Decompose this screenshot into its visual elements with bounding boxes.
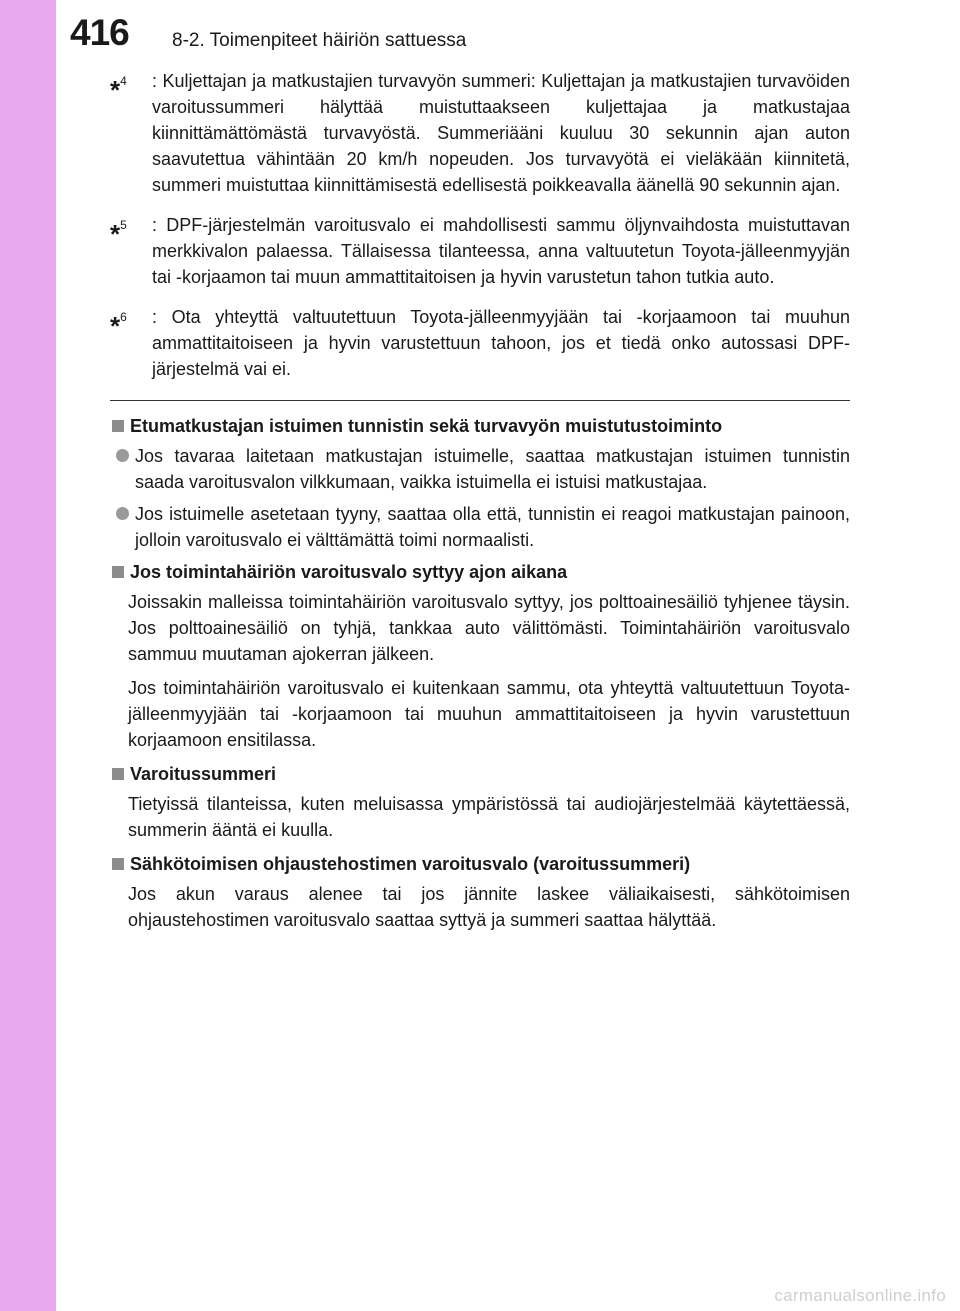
paragraph: Jos akun varaus alenee tai jos jännite laskee väliaikaisesti, sähkötoimisen ohjaustehostimen varoitusvalo saattaa syttyä ja summeri saattaa hälyttää. [128, 884, 850, 930]
watermark: carmanualsonline.info [774, 1286, 946, 1305]
square-bullet-icon [112, 768, 124, 780]
paragraph: Joissakin malleissa toimintahäiriön varoitusvalo syttyy, jos polttoainesäiliö tyhjenee täysin. Jos polttoainesäiliö on tyhjä, tankkaa auto välittömästi. Toimintahäiriön varoitusvalo sammuu muutaman ajokerran jälkeen. [128, 592, 850, 664]
footnote-text: : Ota yhteyttä valtuutettuun Toyota-jälleenmyyjään tai -korjaamoon tai muuhun ammattitaitoiseen ja hyvin varustettuun tahoon, jos et tiedä onko autossasi DPF-järjestelmä vai ei. [152, 307, 850, 379]
section-title: 8-2. Toimenpiteet häiriön sattuessa [172, 30, 467, 51]
page-number: 416 [70, 12, 129, 53]
square-bullet-icon [112, 858, 124, 870]
section-heading-power-steering: Sähkötoimisen ohjaustehostimen varoitusvalo (varoitussummeri) [110, 851, 850, 877]
square-bullet-icon [112, 420, 124, 432]
footnote-marker: *$^6$ [110, 310, 127, 341]
left-color-band [0, 0, 56, 1311]
page-content [110, 68, 850, 941]
footnote-marker: *$^4$ [110, 74, 127, 105]
round-bullet-icon [116, 449, 129, 462]
footnote-text: : DPF-järjestelmän varoitusvalo ei mahdollisesti sammu öljynvaihdosta muistuttavan merkkivalon palaessa. Tällaisessa tilanteessa, anna valtuutetun Toyota-jälleenmyyjän tai -korjaamon tai muun ammattitaitoisen ja hyvin varustetun tahon tutkia auto. [152, 215, 850, 287]
paragraph: Jos toimintahäiriön varoitusvalo ei kuitenkaan sammu, ota yhteyttä valtuutettuun Toyota-jälleenmyyjään tai -korjaamoon tai muuhun ammattitaitoiseen ja hyvin varustettuun korjaamoon ensitilassa. [128, 678, 850, 750]
footnote-5 [110, 212, 850, 290]
paragraph: Tietyissä tilanteissa, kuten meluisassa ympäristössä tai audiojärjestelmää käytettäessä, summerin ääntä ei kuulla. [128, 794, 850, 840]
section-heading-seat-sensor: Etumatkustajan istuimen tunnistin sekä turvavyön muistutustoiminto [110, 413, 850, 439]
footnote-4 [110, 68, 850, 198]
footnote-6 [110, 304, 850, 382]
section-heading-malfunction-light: Jos toimintahäiriön varoitusvalo syttyy ajon aikana [110, 559, 850, 585]
square-bullet-icon [112, 566, 124, 578]
section-heading-warning-buzzer: Varoitussummeri [110, 761, 850, 787]
section-divider [110, 400, 850, 401]
list-item: Jos istuimelle asetetaan tyyny, saattaa olla että, tunnistin ei reagoi matkustajan painoon, jolloin varoitusvalo ei välttämättä toimi normaalisti. [110, 501, 850, 553]
footnote-marker: *$^5$ [110, 218, 127, 249]
list-item: Jos tavaraa laitetaan matkustajan istuimelle, saattaa matkustajan istuimen tunnistin saada varoitusvalon vilkkumaan, vaikka istuimella ei istuisi matkustajaa. [110, 443, 850, 495]
page-header [56, 0, 960, 58]
footnote-text: : Kuljettajan ja matkustajien turvavyön summeri: Kuljettajan ja matkustajien turvavöiden varoitussummeri hälyttää muistuttaakseen kuljettajaa ja matkustajaa kiinnittämättömästä turvavyöstä. Summeriääni kuuluu 30 sekunnin ajan auton saavutettua vähintään 20 km/h nopeuden. Jos turvavyötä ei vieläkään kiinnitetä, summeri muistuttaa kiinnittämisestä edellisestä poikkeavalla äänellä 90 sekunnin ajan. [152, 71, 850, 195]
round-bullet-icon [116, 507, 129, 520]
